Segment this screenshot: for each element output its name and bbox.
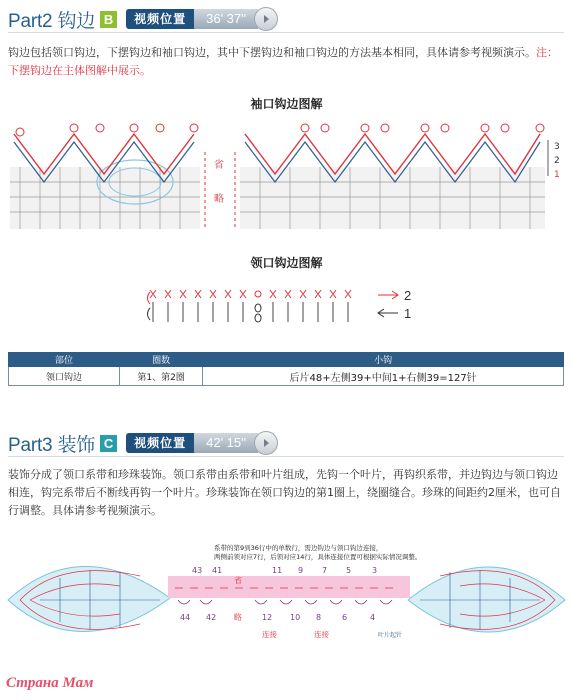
part3-title: Part3 装饰	[8, 434, 96, 456]
part3-description: 装饰分成了领口系带和珍珠装饰。领口系带由系带和叶片组成，先钩一个叶片，再钩织系带，并边钩边与领口钩边相连，钩完系带后不断线再钩一个叶片。珍珠装饰在领口钩边的第1圈上，绕圈缝合。珍珠的间距约2厘米，也可自行调整。具体请参考视频演示。	[8, 468, 561, 517]
table-cell: 第1、第2圈	[120, 367, 203, 386]
divider	[8, 32, 564, 33]
part2-title: Part2 钩边	[8, 10, 96, 32]
table-header: 部位	[9, 353, 120, 367]
part3-header	[8, 430, 278, 456]
play-icon[interactable]	[254, 431, 278, 455]
part2-note: 注：下摆钩边在主体图解中展示。	[8, 46, 558, 77]
part2-video-position[interactable]	[126, 9, 278, 29]
band-omit-label: 省	[234, 576, 242, 585]
sleeve-edging-chart	[0, 112, 573, 242]
video-position-label: 视频位置	[126, 433, 194, 453]
table-row	[9, 367, 564, 386]
sleeve-skip-label: 略	[214, 194, 224, 205]
band-number: 4	[370, 613, 376, 622]
band-number: 8	[316, 613, 322, 622]
band-number: 5	[346, 566, 352, 575]
table-cell: 领口钩边	[9, 367, 120, 386]
leaf-start-label: 叶片起针	[378, 632, 403, 639]
band-number: 9	[298, 566, 304, 575]
neck-row-2: 2	[404, 288, 412, 303]
neck-chart-title: 领口钩边图解	[250, 256, 323, 270]
neck-edging-chart	[0, 282, 573, 330]
sleeve-omit-label: 省	[214, 160, 224, 171]
play-icon[interactable]	[254, 7, 278, 31]
divider	[8, 456, 564, 457]
band-number: 6	[342, 613, 348, 622]
band-number: 11	[272, 566, 283, 575]
band-number: 12	[262, 613, 273, 622]
connect-label: 连接	[314, 630, 329, 639]
band-number: 7	[322, 566, 328, 575]
part2-description	[8, 44, 564, 80]
sleeve-row-1: 1	[554, 170, 560, 180]
band-skip-label: 略	[234, 613, 242, 622]
band-number: 44	[180, 613, 191, 622]
part2-badge: B	[100, 11, 117, 28]
part2-text: 钩边包括领口钩边，下摆钩边和袖口钩边，其中下摆钩边和袖口钩边的方法基本相同，具体请参考视频演示。	[8, 46, 536, 59]
neck-row-1: 1	[404, 306, 412, 321]
stitch-table	[8, 352, 564, 386]
decoration-chart	[0, 538, 573, 670]
note-line-2: 两侧前领对应7行，后领对应14行，具体连接位置可根据实际情况调整。	[214, 553, 422, 561]
video-time: 36' 37''	[194, 9, 258, 29]
band-number: 41	[212, 566, 223, 575]
part3-video-position[interactable]	[126, 433, 278, 453]
note-line-1: 系带的第9到36行中的单数行，需边钩边与领口钩边连接，	[214, 544, 383, 552]
connect-label: 连接	[262, 630, 277, 639]
table-cell: 后片48+左侧39+中间1+右侧39=127针	[203, 367, 564, 386]
sleeve-chart-title: 袖口钩边图解	[250, 97, 323, 111]
part2-header	[8, 6, 278, 32]
part3-badge: C	[100, 435, 117, 452]
video-position-label: 视频位置	[126, 9, 194, 29]
sleeve-row-3: 3	[554, 142, 560, 152]
video-time: 42' 15''	[194, 433, 258, 453]
sleeve-row-2: 2	[554, 156, 560, 166]
band-number: 42	[206, 613, 217, 622]
band-number: 3	[372, 566, 378, 575]
table-header: 圈数	[120, 353, 203, 367]
table-header: 小钩	[203, 353, 564, 367]
band-number: 10	[290, 613, 301, 622]
table-header-row	[9, 353, 564, 367]
site-watermark: Страна Мам	[6, 675, 94, 691]
band-number: 43	[192, 566, 203, 575]
